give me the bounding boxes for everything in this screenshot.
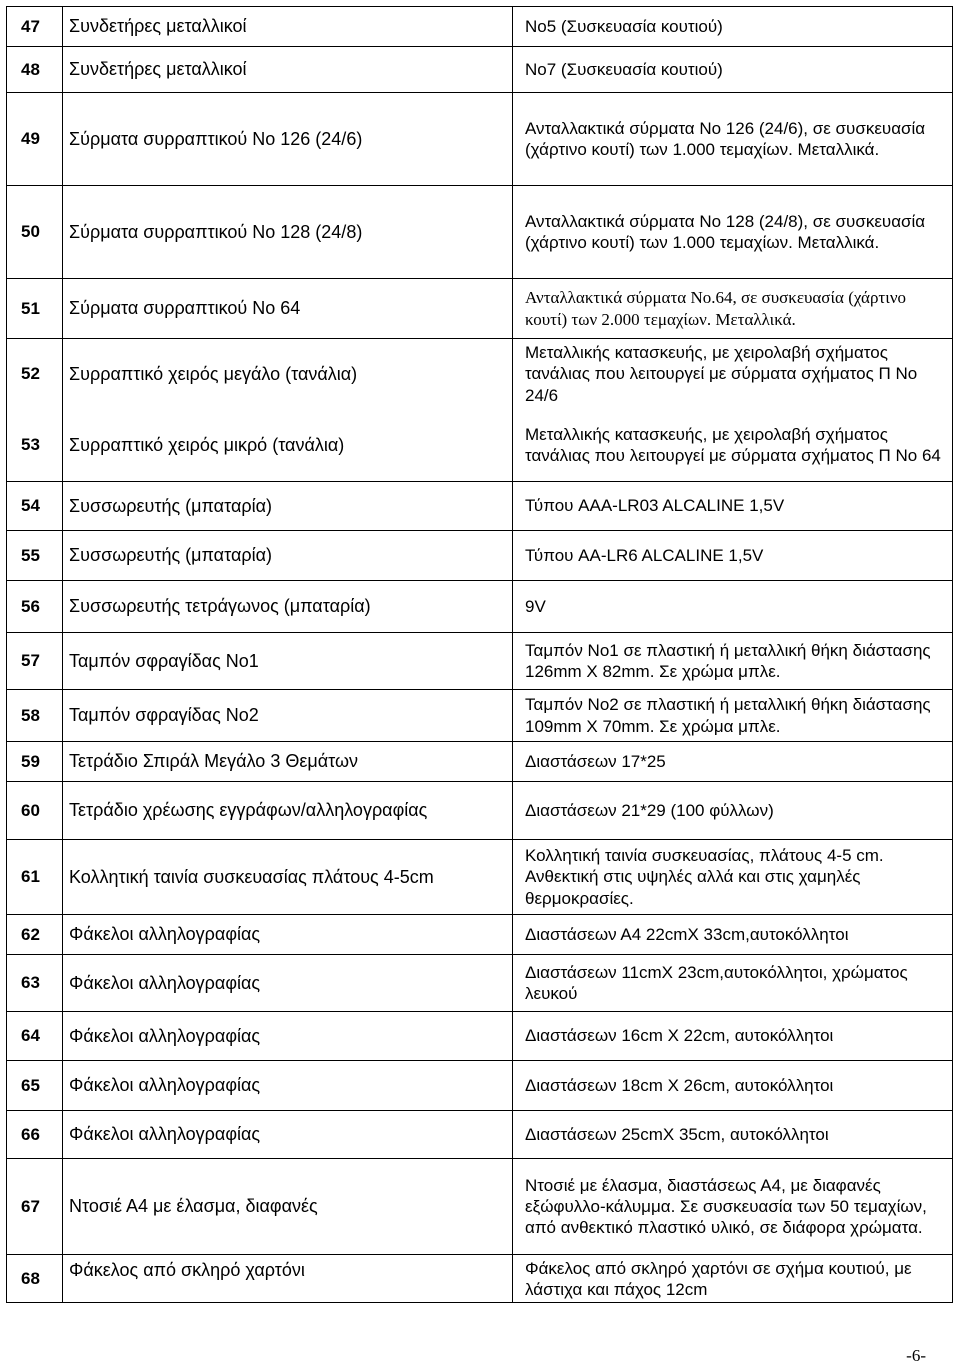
table-row <box>7 409 953 482</box>
page-number: -6- <box>906 1346 926 1365</box>
row-number: 55 <box>7 531 63 580</box>
row-number: 62 <box>7 915 63 954</box>
item-description: Ανταλλακτικά σύρματα Νο 128 (24/8), σε συσκευασία (χάρτινο κουτί) των 1.000 τεμαχίων. Μεταλλικά. <box>513 186 953 278</box>
item-description: Διαστάσεων 16cm X 22cm, αυτοκόλλητοι <box>513 1012 953 1060</box>
item-description: Νο7 (Συσκευασία κουτιού) <box>513 47 953 92</box>
item-description: Ταμπόν Νο1 σε πλαστική ή μεταλλική θήκη διάστασης 126mm X 82mm. Σε χρώμα μπλε. <box>513 633 953 689</box>
table-row <box>7 279 953 339</box>
table-row <box>7 955 953 1012</box>
row-number: 61 <box>7 840 63 914</box>
item-description: Διαστάσεων 17*25 <box>513 742 953 781</box>
item-name: Ταμπόν σφραγίδας Νο2 <box>63 690 513 741</box>
table-row <box>7 1012 953 1061</box>
item-description: Ανταλλακτικά σύρματα Νο 126 (24/6), σε συσκευασία (χάρτινο κουτί) των 1.000 τεμαχίων. Μεταλλικά. <box>513 93 953 185</box>
item-name: Συρραπτικό χειρός μεγάλο (τανάλια) <box>63 339 513 409</box>
table-row <box>7 47 953 93</box>
item-description: Μεταλλικής κατασκευής, με χειρολαβή σχήματος τανάλιας που λειτουργεί με σύρματα σχήματος Π Νο 64 <box>513 409 953 481</box>
item-description: Διαστάσεων 25cmX 35cm, αυτοκόλλητοι <box>513 1111 953 1158</box>
item-description: Ανταλλακτικά σύρματα Νο.64, σε συσκευασία (χάρτινο κουτί) των 2.000 τεμαχίων. Μεταλλικά. <box>513 279 953 338</box>
item-name: Ταμπόν σφραγίδας Νο1 <box>63 633 513 689</box>
item-description: Διαστάσεων 11cmX 23cm,αυτοκόλλητοι, χρώματος λευκού <box>513 955 953 1011</box>
item-description: 9V <box>513 581 953 632</box>
item-name: Συσσωρευτής (μπαταρία) <box>63 482 513 530</box>
item-description: Τύπου AA-LR6 ALCALINE 1,5V <box>513 531 953 580</box>
row-number: 67 <box>7 1159 63 1254</box>
table-row <box>7 482 953 531</box>
item-name: Συσσωρευτής (μπαταρία) <box>63 531 513 580</box>
row-number: 60 <box>7 782 63 839</box>
item-description: Διαστάσεων 21*29 (100 φύλλων) <box>513 782 953 839</box>
row-number: 51 <box>7 279 63 338</box>
row-number: 59 <box>7 742 63 781</box>
table-row <box>7 531 953 581</box>
item-name: Τετράδιο Σπιράλ Μεγάλο 3 Θεμάτων <box>63 742 513 781</box>
item-description: Διαστάσεων 18cm X 26cm, αυτοκόλλητοι <box>513 1061 953 1110</box>
table-row <box>7 1159 953 1255</box>
item-name: Συρραπτικό χειρός μικρό (τανάλια) <box>63 409 513 481</box>
item-name: Συσσωρευτής τετράγωνος (μπαταρία) <box>63 581 513 632</box>
row-number: 65 <box>7 1061 63 1110</box>
item-name: Φάκελοι αλληλογραφίας <box>63 1061 513 1110</box>
item-description: Κολλητική ταινία συσκευασίας, πλάτους 4-5 cm. Ανθεκτική στις υψηλές αλλά και στις χαμηλές θερμοκρασίες. <box>513 840 953 914</box>
table-row <box>7 1255 953 1303</box>
row-number: 66 <box>7 1111 63 1158</box>
row-number: 50 <box>7 186 63 278</box>
item-name: Φάκελοι αλληλογραφίας <box>63 915 513 954</box>
row-number: 64 <box>7 1012 63 1060</box>
item-description: Μεταλλικής κατασκευής, με χειρολαβή σχήματος τανάλιας που λειτουργεί με σύρματα σχήματος Π Νο 24/6 <box>513 339 953 409</box>
item-name: Συνδετήρες μεταλλικοί <box>63 47 513 92</box>
table-row <box>7 690 953 742</box>
row-number: 68 <box>7 1255 63 1302</box>
item-name: Σύρματα συρραπτικού Νο 64 <box>63 279 513 338</box>
item-name: Ντοσιέ Α4 με έλασμα, διαφανές <box>63 1159 513 1254</box>
row-number: 56 <box>7 581 63 632</box>
item-description: Ντοσιέ με έλασμα, διαστάσεως Α4, με διαφανές εξώφυλλο-κάλυμμα. Σε συσκευασία των 50 τεμαχίων, από ανθεκτικό πλαστικό υλικό, σε διάφορα χρώματα. <box>513 1159 953 1254</box>
item-name: Σύρματα συρραπτικού Νο 128 (24/8) <box>63 186 513 278</box>
item-name: Φάκελοι αλληλογραφίας <box>63 1111 513 1158</box>
table-row <box>7 93 953 186</box>
table-row <box>7 581 953 633</box>
item-name: Φάκελος από σκληρό χαρτόνι <box>63 1255 513 1302</box>
row-number: 63 <box>7 955 63 1011</box>
table-row <box>7 840 953 915</box>
table-row <box>7 186 953 279</box>
row-number: 48 <box>7 47 63 92</box>
table-row <box>7 1061 953 1111</box>
item-name: Συνδετήρες μεταλλικοί <box>63 7 513 46</box>
row-number: 54 <box>7 482 63 530</box>
item-name: Τετράδιο χρέωσης εγγράφων/αλληλογραφίας <box>63 782 513 839</box>
row-number: 49 <box>7 93 63 185</box>
item-description: Τύπου AAA-LR03 ALCALINE 1,5V <box>513 482 953 530</box>
row-number: 52 <box>7 339 63 409</box>
row-number: 57 <box>7 633 63 689</box>
item-description: Φάκελος από σκληρό χαρτόνι σε σχήμα κουτιού, με λάστιχα και πάχος 12cm <box>513 1255 953 1302</box>
item-name: Φάκελοι αλληλογραφίας <box>63 955 513 1011</box>
table-row <box>7 633 953 690</box>
table-row <box>7 7 953 47</box>
item-description: Νο5 (Συσκευασία κουτιού) <box>513 7 953 46</box>
items-table <box>6 6 953 1303</box>
item-description: Ταμπόν Νο2 σε πλαστική ή μεταλλική θήκη διάστασης 109mm X 70mm. Σε χρώμα μπλε. <box>513 690 953 741</box>
table-row <box>7 742 953 782</box>
table-row <box>7 915 953 955</box>
row-number: 47 <box>7 7 63 46</box>
item-name: Φάκελοι αλληλογραφίας <box>63 1012 513 1060</box>
item-name: Κολλητική ταινία συσκευασίας πλάτους 4-5cm <box>63 840 513 914</box>
table-row <box>7 782 953 840</box>
item-description: Διαστάσεων Α4 22cmX 33cm,αυτοκόλλητοι <box>513 915 953 954</box>
item-name: Σύρματα συρραπτικού Νο 126 (24/6) <box>63 93 513 185</box>
row-number: 58 <box>7 690 63 741</box>
table-row <box>7 339 953 409</box>
table-row <box>7 1111 953 1159</box>
row-number: 53 <box>7 409 63 481</box>
